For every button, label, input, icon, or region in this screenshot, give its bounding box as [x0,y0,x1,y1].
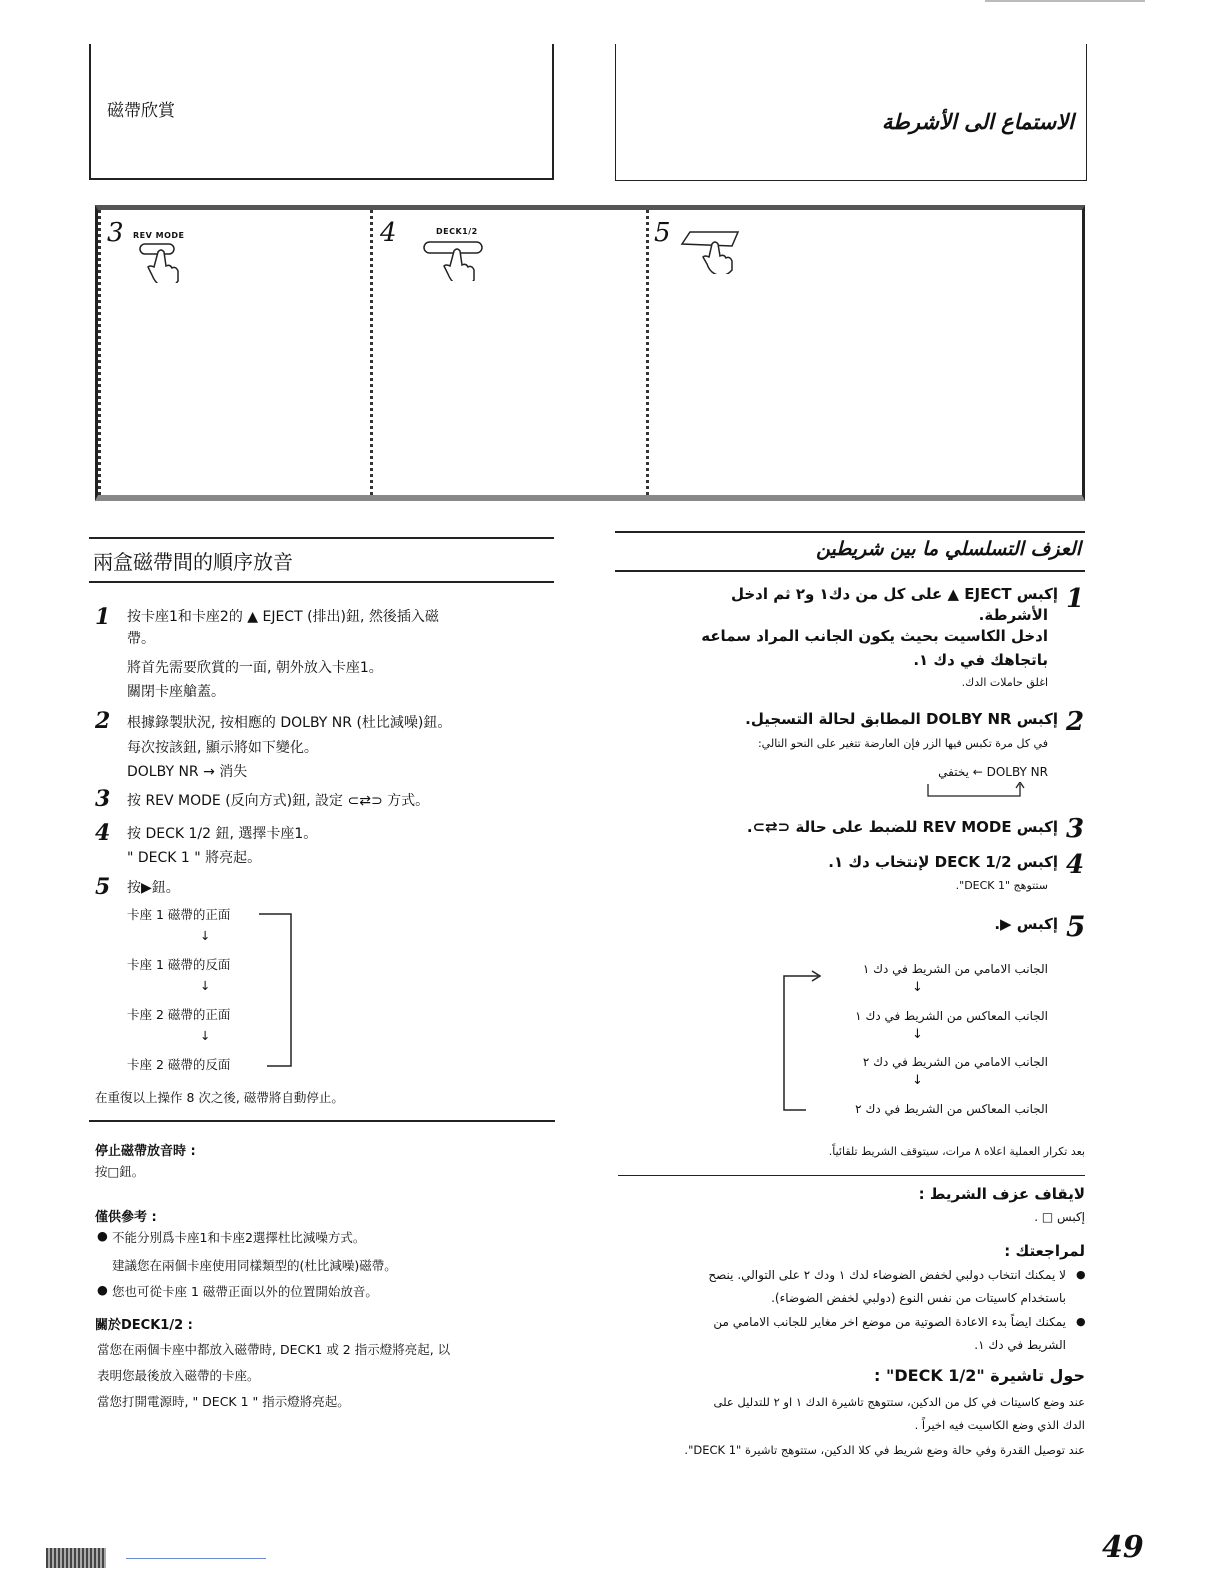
steps-illustration-panel [95,205,1085,501]
zh-stop-title: 停止磁帶放音時 : [95,1144,196,1159]
ar-ref-item: الشريط في دك ١. [974,1338,1066,1352]
ar-step-2-note: في كل مرة تكبس فيها الزر فإن العارضة تتغير على النحو التالي: [757,737,1048,750]
ar-step-5-number: 5 [1066,910,1086,943]
flow-arrow: ↓ [200,1028,211,1043]
ar-step-1-note: اغلق حاملات الدك. [961,676,1048,689]
ar-step-1-line: الأشرطة. [978,606,1048,624]
bullet: ● [97,1282,108,1297]
panel-step-4-number: 4 [380,218,397,248]
ar-section-heading: العزف التسلسلي ما بين شريطين [816,538,1081,560]
deck-button-label: DECK1/2 [436,227,478,236]
zh-step-3-number: 3 [95,786,111,812]
ar-step-2-line: إكبس DOLBY NR المطابق لحالة التسجيل. [745,710,1058,728]
zh-step-4-line: " DECK 1 " 將亮起。 [127,850,262,866]
zh-step-1-line: 按卡座1和卡座2的 ▲ EJECT (排出)鈕, 然後插入磁 [127,609,439,625]
zh-step-4-number: 4 [95,820,111,846]
flow-arrow: ↓ [200,928,211,943]
press-button-icon [128,238,198,283]
ar-step-3-line: إكبس REV MODE للضبط على حالة ⊂⇄⊃. [746,818,1058,836]
ar-ref-item: باستخدام كاسيتات من نفس النوع (دولبي لخفض الضوضاء). [771,1291,1066,1305]
ar-stop-title: لايقاف عزف الشريط : [918,1185,1085,1203]
ar-step-4-note: ستتوهج "DECK 1". [955,879,1048,892]
ar-step-3-number: 3 [1066,814,1085,844]
rev-mode-label: REV MODE [133,231,185,240]
bullet: ● [1076,1315,1086,1328]
zh-flow-loop-line [255,912,295,1072]
ar-page-title: الاستماع الى الأشرطة [881,110,1074,134]
zh-section-heading: 兩盒磁帶間的順序放音 [93,550,293,574]
zh-step-4-line: 按 DECK 1/2 鈕, 選擇卡座1。 [127,826,318,842]
zh-step-1-line: 關閉卡座艙蓋。 [127,684,225,700]
ar-repeat-note: بعد تكرار العملية اعلاه ٨ مرات، سيتوقف الشريط تلقائياً. [828,1145,1085,1158]
zh-stop-text: 按□鈕。 [95,1164,145,1179]
bullet: ● [97,1228,108,1243]
ar-flow-item: الجانب الامامي من الشريط في دك ٢ [862,1055,1048,1069]
ar-ref-title: لمراجعتك : [1004,1242,1085,1260]
flow-arrow: ↓ [912,980,923,995]
zh-flow-item: 卡座 2 磁帶的正面 [127,1007,231,1022]
zh-step-2-line: DOLBY NR → 消失 [127,764,248,780]
divider [618,1175,1085,1176]
ar-step-4-line: إكبس DECK 1/2 لإنتخاب دك ١. [828,853,1058,871]
zh-step-5-line: 按▶鈕。 [127,880,180,896]
ar-deck-text: الدك الذي وضع الكاسيت فيه اخيراً . [914,1418,1085,1432]
zh-deck-text: 當您打開電源時, " DECK 1 " 指示燈將亮起。 [97,1394,350,1409]
panel-step-3-number: 3 [107,218,124,248]
ar-deck-title: حول تاشيرة "DECK 1/2" : [874,1366,1085,1385]
zh-deck-title: 關於DECK1/2 : [95,1318,193,1333]
ar-deck-text: عند توصيل القدرة وفي حالة وضع شريط في كلا الدكين، ستتوهج تاشيرة "DECK 1". [684,1443,1085,1457]
zh-step-1-line: 將首先需要欣賞的一面, 朝外放入卡座1。 [127,660,383,676]
zh-step-3-line: 按 REV MODE (反向方式)鈕, 設定 ⊂⇄⊃ 方式。 [127,793,430,809]
zh-ref-item: 不能分別爲卡座1和卡座2選擇杜比減噪方式。 [112,1230,366,1245]
zh-flow-item: 卡座 2 磁帶的反面 [127,1057,231,1072]
ar-step-1-line: إكبس EJECT ▲ على كل من دك١ و٢ ثم ادخل [730,585,1058,603]
panel-step-5-number: 5 [654,218,671,248]
ar-section-heading-box [615,531,1085,572]
ar-stop-text: إكبس □ . [1034,1210,1085,1224]
press-play-icon [678,224,748,274]
zh-repeat-note: 在重復以上操作 8 次之後, 磁帶將自動停止。 [95,1090,344,1105]
zh-flow-item: 卡座 1 磁帶的正面 [127,907,231,922]
zh-deck-text: 表明您最後放入磁帶的卡座。 [97,1368,260,1383]
flow-arrow: ↓ [200,978,211,993]
ar-step-2-cycle: DOLBY NR ← يختفي [938,765,1048,779]
scan-artifact [46,1548,106,1568]
zh-step-5-number: 5 [95,874,111,900]
flow-arrow: ↓ [912,1073,923,1088]
ar-cycle-loop-line [924,782,1034,802]
top-edge-line [985,0,1145,2]
zh-step-1-line: 帶。 [127,631,155,647]
ar-step-1-line: ادخل الكاسيت بحيث يكون الجانب المراد سماعه [701,627,1048,645]
zh-step-2-line: 每次按該鈕, 顯示將如下變化。 [127,740,318,756]
press-button-icon [414,236,494,281]
divider [98,210,101,495]
ar-flow-item: الجانب المعاكس من الشريط في دك ٢ [855,1102,1048,1116]
ar-step-1-number: 1 [1066,584,1085,614]
ar-step-1-line: باتجاهك في دك ١. [913,651,1048,669]
ar-ref-item: لا يمكنك انتخاب دولبي لخفض الضوضاء لدك ١ ودك ٢ على التوالي. ينصح [708,1268,1066,1282]
zh-section-heading-box [89,537,554,583]
divider [646,210,649,495]
ar-step-4-number: 4 [1066,850,1085,880]
zh-ref-item: 建議您在兩個卡座使用同樣類型的(杜比減噪)磁帶。 [112,1258,397,1273]
ar-flow-item: الجانب المعاكس من الشريط في دك ١ [855,1009,1048,1023]
ar-flow-item: الجانب الامامي من الشريط في دك ١ [862,962,1048,976]
divider [370,210,373,495]
zh-ref-item: 您也可從卡座 1 磁帶正面以外的位置開始放音。 [112,1284,378,1299]
ar-deck-text: عند وضع كاسيتات في كل من الدكين، ستتوهج تاشيرة الدك ١ او ٢ للتدليل على [713,1395,1085,1409]
divider [89,1120,555,1122]
ar-ref-item: يمكنك ايضاً بدء الاعادة الصوتية من موضع اخر مغاير للجانب الامامي من [713,1315,1066,1329]
zh-flow-item: 卡座 1 磁帶的反面 [127,957,231,972]
page-number: 49 [1102,1530,1144,1565]
zh-page-title: 磁帶欣賞 [107,101,175,121]
ar-flow-loop-line [778,966,828,1116]
flow-arrow: ↓ [912,1027,923,1042]
bullet: ● [1076,1268,1086,1281]
zh-step-2-number: 2 [95,708,111,734]
ar-step-2-number: 2 [1066,707,1085,737]
ar-step-5-line: إكبس ▶. [994,915,1058,933]
zh-ref-title: 僅供參考 : [95,1210,157,1225]
zh-deck-text: 當您在兩個卡座中都放入磁帶時, DECK1 或 2 指示燈將亮起, 以 [97,1342,451,1357]
zh-step-2-line: 根據錄製狀況, 按相應的 DOLBY NR (杜比減噪)鈕。 [127,715,452,731]
divider [126,1558,266,1559]
zh-step-1-number: 1 [95,604,111,630]
